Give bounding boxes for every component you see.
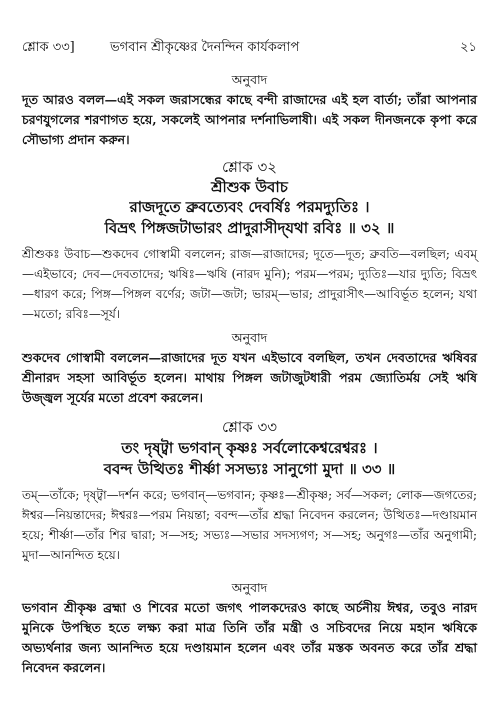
verse-33-text xyxy=(22,438,477,480)
translation-heading-33: অনুবাদ xyxy=(231,580,268,595)
verse-32-text xyxy=(22,197,477,239)
verse-33-heading: শ্লোক ৩৩ xyxy=(222,418,277,436)
translation-heading-31: অনুবাদ xyxy=(231,72,268,87)
translation-text-32: শুকদেব গোস্বামী বললেন—রাজাদের দূত যখন এইভাবে বলছিল, তখন দেবতাদের ঋষিবর শ্রীনারদ সহসা আবির্ভূত হলেন। মাথায় পিঙ্গল জটাজুটধারী পরম জ্যোতির্ময় সেই ঋষি উজ্জ্বল সূর্যের মতো প্রবেশ করলেন। xyxy=(22,350,477,405)
verse-32-heading: শ্লোক ৩২ xyxy=(222,158,277,176)
header-verse-ref: শ্লোক ৩৩] xyxy=(22,40,75,55)
verse-32-synonyms: শ্রীশুকঃ উবাচ—শুকদেব গোস্বামী বললেন; রাজ—রাজাদের; দূতে—দূত; ব্রুবতি—বলছিল; এবম্—এইভাবে; দেব—দেবতাদের; ঋষিঃ—ঋষি (নারদ মুনি); পরম—পরম; দ্যুতিঃ—যার দ্যুতি; বিভ্রৎ—ধারণ করে; পিঙ্গ—পিঙ্গল বর্ণের; জটা—জটা; ভারম্—ভার; প্রাদুরাসীৎ—আবির্ভূত হলেন; যথা—মতো; রবিঃ—সূর্য। xyxy=(22,247,477,321)
verse-33-line-2: ববন্দ উত্থিতঃ শীর্ষ্ণা সসভ্যঃ সানুগো মুদা ॥ ৩৩ ॥ xyxy=(103,460,396,478)
book-page xyxy=(22,0,477,705)
verse-32-line-2: বিভ্রৎ পিঙ্গজটাভারং প্রাদুরাসীদ্‌যথা রবিঃ ॥ ৩২ ॥ xyxy=(104,219,395,237)
verse-33-line-1: তং দৃষ্ট্বা ভগবান্ কৃষ্ণঃ সর্বলোকেশ্বরেশ্বরঃ । xyxy=(121,439,378,457)
translation-heading-32: অনুবাদ xyxy=(231,330,268,345)
verse-32-speaker: শ্রীশুক উবাচ xyxy=(211,178,288,196)
header-chapter-title: ভগবান শ্রীকৃষ্ণের দৈনন্দিন কার্যকলাপ xyxy=(110,40,300,55)
page-number: ২১ xyxy=(460,40,477,55)
translation-text-33: ভগবান শ্রীকৃষ্ণ ব্রহ্মা ও শিবের মতো জগৎ পালকদেরও কাছে অর্চনীয় ঈশ্বর, তবুও নারদ মুনিকে উপস্থিত হতে লক্ষ্য করা মাত্র তিনি তাঁর মন্ত্রী ও সচিবদের নিয়ে মহান ঋষিকে অভ্যর্থনার জন্য আনন্দিত হয়ে দণ্ডায়মান হলেন এবং তাঁর মস্তক অবনত করে তাঁর শ্রদ্ধা নিবেদন করলেন। xyxy=(22,600,477,675)
verse-33-synonyms: তম্—তাঁকে; দৃষ্ট্বা—দর্শন করে; ভগবান্—ভগবান; কৃষ্ণঃ—শ্রীকৃষ্ণ; সর্ব—সকল; লোক—জগতের; ঈশ্বর—নিয়ন্তাদের; ঈশ্বরঃ—পরম নিয়ন্তা; ববন্দ—তাঁর শ্রদ্ধা নিবেদন করলেন; উত্থিতঃ—দণ্ডায়মান হয়ে; শীর্ষ্ণা—তাঁর শির দ্বারা; স—সহ; সভ্যঃ—সভার সদস্যগণ; স—সহ; অনুগঃ—তাঁর অনুগামী; মুদা—আনন্দিত হয়ে। xyxy=(22,488,477,562)
translation-text-31: দূত আরও বলল—এই সকল জরাসন্ধের কাছে বন্দী রাজাদের এই হল বার্তা; তাঁরা আপনার চরণযুগলের শরণাগত হয়ে, সকলেই আপনার দর্শনাভিলাষী। এই সকল দীনজনকে কৃপা করে সৌভাগ্য প্রদান করুন। xyxy=(22,92,477,147)
verse-32-line-1: রাজদূতে ব্রুবত্যেবং দেবর্ষিঃ পরমদ্যুতিঃ । xyxy=(129,198,370,216)
